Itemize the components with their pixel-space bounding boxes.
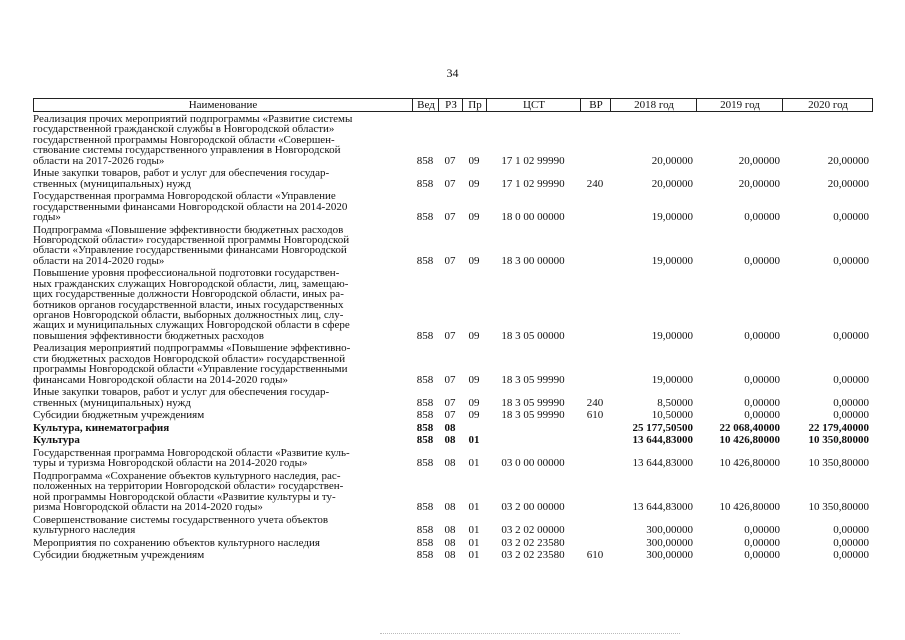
row-ved: 858 bbox=[416, 210, 434, 223]
table-row bbox=[0, 114, 905, 168]
row-y2020: 10 350,80000 bbox=[808, 434, 869, 447]
row-ved: 858 bbox=[416, 421, 434, 434]
row-cst: 18 3 05 99990 bbox=[501, 396, 565, 409]
row-y2020: 0,00000 bbox=[833, 373, 869, 386]
row-name: Иные закупки товаров, работ и услуг для обеспечения государ- ственных (муниципальных) нужд bbox=[33, 386, 330, 409]
row-y2020: 0,00000 bbox=[833, 254, 869, 267]
row-name: Мероприятия по сохранению объектов культурного наследия bbox=[33, 536, 320, 549]
row-y2020: 0,00000 bbox=[833, 396, 869, 409]
row-y2020: 20,00000 bbox=[827, 177, 869, 190]
row-y2020: 0,00000 bbox=[833, 536, 869, 549]
row-vr: 240 bbox=[586, 396, 604, 409]
header-2018: 2018 год bbox=[610, 99, 697, 111]
row-rz: 08 bbox=[444, 536, 456, 549]
table-row bbox=[0, 387, 905, 410]
row-rz: 07 bbox=[444, 409, 456, 422]
row-ved: 858 bbox=[416, 177, 434, 190]
row-ved: 858 bbox=[416, 536, 434, 549]
table-row bbox=[0, 191, 905, 224]
row-cst: 03 2 00 00000 bbox=[501, 501, 565, 514]
row-name: Подпрограмма «Сохранение объектов культурного наследия, рас- положенных на территории Новгородской области» государствен- ной программы Новгородской области «Развитие культуры и ту- ризма Новгородской области на 2014-2020 годы» bbox=[33, 469, 344, 514]
table-row bbox=[0, 168, 905, 191]
header-cst: ЦСТ bbox=[486, 99, 581, 111]
row-pr: 09 bbox=[468, 396, 480, 409]
row-y2018: 25 177,50500 bbox=[632, 421, 693, 434]
row-y2019: 0,00000 bbox=[744, 549, 780, 562]
header-rz: РЗ bbox=[438, 99, 463, 111]
row-name: Субсидии бюджетным учреждениям bbox=[33, 549, 205, 562]
row-y2018: 19,00000 bbox=[651, 254, 693, 267]
row-ved: 858 bbox=[416, 457, 434, 470]
row-y2020: 0,00000 bbox=[833, 524, 869, 537]
row-y2019: 0,00000 bbox=[744, 254, 780, 267]
row-cst: 03 2 02 00000 bbox=[501, 524, 565, 537]
row-cst: 17 1 02 99990 bbox=[501, 177, 565, 190]
row-pr: 01 bbox=[468, 524, 480, 537]
row-y2019: 0,00000 bbox=[744, 536, 780, 549]
row-pr: 09 bbox=[468, 373, 480, 386]
header-ved: Вед bbox=[412, 99, 439, 111]
row-rz: 07 bbox=[444, 177, 456, 190]
row-cst: 03 0 00 00000 bbox=[501, 457, 565, 470]
row-ved: 858 bbox=[416, 154, 434, 167]
row-y2020: 0,00000 bbox=[833, 210, 869, 223]
row-ved: 858 bbox=[416, 549, 434, 562]
row-name: Культура bbox=[33, 434, 80, 447]
row-pr: 01 bbox=[468, 457, 480, 470]
row-ved: 858 bbox=[416, 409, 434, 422]
row-ved: 858 bbox=[416, 524, 434, 537]
row-rz: 08 bbox=[444, 501, 456, 514]
header-2020: 2020 год bbox=[782, 99, 873, 111]
row-y2019: 0,00000 bbox=[744, 210, 780, 223]
row-cst: 18 3 05 99990 bbox=[501, 409, 565, 422]
row-rz: 07 bbox=[444, 329, 456, 342]
row-y2018: 20,00000 bbox=[651, 177, 693, 190]
row-name: Повышение уровня профессиональной подготовки государствен- ных гражданских служащих Новгородской области, лиц, замещаю- щих государственные должности Новгородской области, иных ра- ботников органов государственной власти, иных государственных органов Новгородской области, выборных должностных лиц, слу- жащих и муниципальных служащих Новгородской области в сфере повышения эффективности бюджетных расходов bbox=[33, 267, 350, 342]
row-pr: 09 bbox=[468, 409, 480, 422]
row-y2020: 20,00000 bbox=[827, 154, 869, 167]
row-cst: 18 3 05 00000 bbox=[501, 329, 565, 342]
row-y2018: 19,00000 bbox=[651, 329, 693, 342]
row-pr: 01 bbox=[468, 549, 480, 562]
row-name: Иные закупки товаров, работ и услуг для обеспечения государ- ственных (муниципальных) нужд bbox=[33, 167, 330, 190]
row-y2019: 20,00000 bbox=[738, 154, 780, 167]
row-y2020: 0,00000 bbox=[833, 409, 869, 422]
row-name: Реализация мероприятий подпрограммы «Повышение эффективно- сти бюджетных расходов Новгородской области» государственной программы Новгородской области «Управление государственными финансами Новгородской области на 2014-2020 годы» bbox=[33, 342, 351, 386]
row-rz: 08 bbox=[444, 549, 456, 562]
row-y2019: 10 426,80000 bbox=[719, 501, 780, 514]
row-pr: 09 bbox=[468, 154, 480, 167]
row-pr: 01 bbox=[468, 501, 480, 514]
row-y2019: 0,00000 bbox=[744, 524, 780, 537]
row-y2018: 300,00000 bbox=[646, 536, 693, 549]
row-ved: 858 bbox=[416, 373, 434, 386]
row-pr: 01 bbox=[468, 434, 480, 447]
row-vr: 610 bbox=[586, 409, 604, 422]
row-y2019: 20,00000 bbox=[738, 177, 780, 190]
row-ved: 858 bbox=[416, 434, 434, 447]
row-rz: 07 bbox=[444, 373, 456, 386]
row-rz: 07 bbox=[444, 254, 456, 267]
row-y2018: 19,00000 bbox=[651, 210, 693, 223]
header-pr: Пр bbox=[462, 99, 487, 111]
row-name: Культура, кинематография bbox=[33, 421, 170, 434]
row-rz: 08 bbox=[444, 421, 456, 434]
row-y2018: 13 644,83000 bbox=[632, 501, 693, 514]
row-name: Государственная программа Новгородской области «Управление государственными финансами Новгородской области на 2014-2020 годы» bbox=[33, 190, 348, 223]
row-y2018: 300,00000 bbox=[646, 524, 693, 537]
row-rz: 07 bbox=[444, 154, 456, 167]
row-rz: 08 bbox=[444, 457, 456, 470]
row-pr: 09 bbox=[468, 177, 480, 190]
table-header bbox=[33, 98, 873, 112]
row-y2020: 10 350,80000 bbox=[808, 457, 869, 470]
row-y2019: 0,00000 bbox=[744, 396, 780, 409]
header-vr: ВР bbox=[580, 99, 611, 111]
table-row bbox=[0, 410, 905, 423]
row-y2018: 300,00000 bbox=[646, 549, 693, 562]
table-row bbox=[0, 225, 905, 269]
row-vr: 240 bbox=[586, 177, 604, 190]
table-row bbox=[0, 471, 905, 515]
row-ved: 858 bbox=[416, 254, 434, 267]
header-name: Наименование bbox=[188, 99, 258, 111]
row-y2019: 0,00000 bbox=[744, 409, 780, 422]
row-cst: 03 2 02 23580 bbox=[501, 549, 565, 562]
row-rz: 08 bbox=[444, 434, 456, 447]
header-2019: 2019 год bbox=[696, 99, 783, 111]
row-y2018: 8,50000 bbox=[657, 396, 693, 409]
row-cst: 03 2 02 23580 bbox=[501, 536, 565, 549]
row-ved: 858 bbox=[416, 396, 434, 409]
row-y2019: 0,00000 bbox=[744, 329, 780, 342]
row-ved: 858 bbox=[416, 501, 434, 514]
row-cst: 18 0 00 00000 bbox=[501, 210, 565, 223]
table-row bbox=[0, 515, 905, 538]
row-pr: 09 bbox=[468, 210, 480, 223]
row-cst: 18 3 05 99990 bbox=[501, 373, 565, 386]
row-cst: 17 1 02 99990 bbox=[501, 154, 565, 167]
row-y2018: 13 644,83000 bbox=[632, 457, 693, 470]
row-y2019: 22 068,40000 bbox=[719, 421, 780, 434]
row-pr: 01 bbox=[468, 536, 480, 549]
row-y2018: 13 644,83000 bbox=[632, 434, 693, 447]
row-rz: 08 bbox=[444, 524, 456, 537]
table-row bbox=[0, 448, 905, 471]
table-row bbox=[0, 343, 905, 387]
row-y2018: 20,00000 bbox=[651, 154, 693, 167]
row-y2018: 19,00000 bbox=[651, 373, 693, 386]
table-row bbox=[0, 550, 905, 563]
row-name: Субсидии бюджетным учреждениям bbox=[33, 409, 205, 422]
row-cst: 18 3 00 00000 bbox=[501, 254, 565, 267]
row-vr: 610 bbox=[586, 549, 604, 562]
row-y2019: 10 426,80000 bbox=[719, 457, 780, 470]
row-y2020: 10 350,80000 bbox=[808, 501, 869, 514]
row-name: Совершенствование системы государственного учета объектов культурного наследия bbox=[33, 513, 329, 537]
row-y2020: 0,00000 bbox=[833, 549, 869, 562]
row-y2019: 10 426,80000 bbox=[719, 434, 780, 447]
table-row bbox=[0, 268, 905, 343]
row-name: Подпрограмма «Повышение эффективности бюджетных расходов Новгородской области» государственной программы Новгородской области «Управление государственными финансами Новгородской области на 2014-2020 годы» bbox=[33, 223, 350, 267]
scan-artifact bbox=[380, 633, 680, 636]
row-y2018: 10,50000 bbox=[651, 409, 693, 422]
row-rz: 07 bbox=[444, 396, 456, 409]
row-name: Государственная программа Новгородской области «Развитие куль- туры и туризма Новгородской области на 2014-2020 годы» bbox=[33, 446, 350, 470]
row-y2019: 0,00000 bbox=[744, 373, 780, 386]
row-y2020: 0,00000 bbox=[833, 329, 869, 342]
row-rz: 07 bbox=[444, 210, 456, 223]
row-ved: 858 bbox=[416, 329, 434, 342]
table-body bbox=[0, 114, 905, 563]
row-name: Реализация прочих мероприятий подпрограммы «Развитие системы государственной гражданской службы в Новгородской области» государственной программы Новгородской области «Совершен- ствование системы государственного управления в Новгородской области на 2017-2026 годы» bbox=[33, 113, 353, 167]
row-pr: 09 bbox=[468, 329, 480, 342]
row-pr: 09 bbox=[468, 254, 480, 267]
row-y2020: 22 179,40000 bbox=[808, 421, 869, 434]
page-number: 34 bbox=[446, 66, 459, 80]
